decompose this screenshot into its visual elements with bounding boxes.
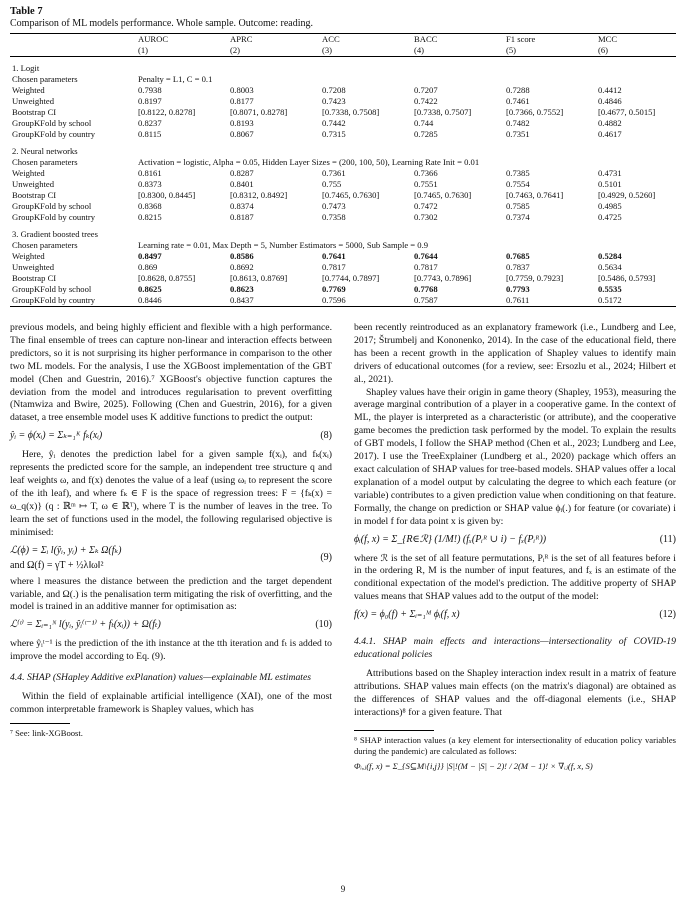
table-row [10,262,676,273]
table-cell: 0.7374 [506,212,530,222]
table-row [10,118,676,129]
table-cell: 0.7442 [322,118,346,128]
table-cell: 0.8586 [230,251,254,261]
table-cell: 0.7585 [506,201,530,211]
table-params-row [10,74,676,85]
table-cell: 0.8373 [138,179,162,189]
table-cell: 0.8401 [230,179,254,189]
equation-9: ℒ(ϕ) = Σᵢ l(ŷᵢ, yᵢ) + Σₖ Ω(fₖ) and Ω(f) = γT + ½λ‖ω‖² (9) [10,544,332,571]
row-label: Weighted [12,251,45,261]
row-label: GroupKFold by school [12,201,92,211]
table-cell: [0.7463, 0.7641] [506,190,564,200]
table-cell: 0.7351 [506,129,530,139]
table-cell: 0.8692 [230,262,254,272]
table-params-row [10,157,676,168]
table-cell: 0.7361 [322,168,346,178]
table-caption: Comparison of ML models performance. Whole sample. Outcome: reading. [10,18,313,29]
table-cell: 0.8237 [138,118,162,128]
table-cell: 0.4882 [598,118,622,128]
table-cell: 0.8187 [230,212,254,222]
table-cell: 0.8115 [138,129,162,139]
column-number: (5) [504,45,596,57]
table-row [10,168,676,179]
table-cell: [0.7366, 0.7552] [506,107,564,117]
table-cell: 0.7685 [506,251,530,261]
table-cell: [0.7743, 0.7896] [414,273,472,283]
table-cell: 0.7768 [414,284,438,294]
table-row [10,129,676,140]
table-cell: 0.8374 [230,201,254,211]
table-cell: 0.7473 [322,201,346,211]
section-heading-4-4: 4.4. SHAP (SHapley Additive exPlanation) values—explainable ML estimates [10,672,312,684]
section-heading-4-4-1: 4.4.1. SHAP main effects and interactions—intersectionality of COVID-19 educational policies [354,636,676,661]
table-cell: 0.7366 [414,168,438,178]
row-label: Bootstrap CI [12,107,57,117]
row-label: Chosen parameters [12,157,78,167]
row-label: Unweighted [12,262,55,272]
table-cell: [0.7465, 0.7630] [414,190,472,200]
table-cell: 0.7208 [322,85,346,95]
table-cell: 0.7817 [322,262,346,272]
table-cell: [0.7465, 0.7630] [322,190,380,200]
table-row [10,284,676,295]
table-cell: 0.7587 [412,295,504,307]
page-number: 9 [340,884,346,894]
right-column [354,322,676,772]
table-cell: 0.7422 [414,96,438,106]
equation-10: ℒ⁽ᵗ⁾ = Σᵢ₌₁ᴺ l(yᵢ, ŷᵢ⁽ᵗ⁻¹⁾ + fₜ(xᵢ)) + Ω(fₜ) (10) [10,619,332,631]
column-header: MCC [596,34,676,46]
table-cell: 0.7285 [414,129,438,139]
results-table [10,33,676,307]
table-cell: [0.4677, 0.5015] [598,107,656,117]
table-cell: 0.8623 [230,284,254,294]
table-row [10,212,676,223]
table-cell: [0.8122, 0.8278] [138,107,196,117]
table-cell: 0.7611 [504,295,596,307]
row-label: Unweighted [12,96,55,106]
column-number: (1) [136,45,228,57]
paragraph: been recently reintroduced as an explanatory framework (i.e., Lundberg and Lee, 2017; Štrumbelj and Kononenko, 2014). In the case of the educational field, there has been a recent growth in the application of Shapley values to identify main drivers of educational outcomes (for a review, see: Ersozlu et al., 2024; Hilbert et al., 2021). [354,322,676,385]
row-label: Bootstrap CI [12,190,57,200]
equation-11: ϕᵢ(f, x) = Σ_{R∈ℛ} (1/M!) (fₓ(Pᵢᴿ ∪ i) − fₓ(Pᵢᴿ)) (11) [354,533,676,545]
table-cell: [0.8312, 0.8492] [230,190,288,200]
column-header: AUROC [136,34,228,46]
table-cell: [0.7744, 0.7897] [322,273,380,283]
table-cell: 0.8497 [138,251,162,261]
row-label: GroupKFold by country [10,295,136,307]
footnote-8-equation: Φᵢ,ⱼ(f, x) = Σ_{S⊆M\{i,j}} |S|!(M − |S| − 2)! / 2(M − 1)! × ∇ᵢⱼ(f, x, S) [354,760,593,771]
table-row [10,273,676,284]
table-cell: [0.8613, 0.8769] [230,273,288,283]
table-cell: [0.8300, 0.8445] [138,190,196,200]
table-row [10,85,676,96]
table-cell: 0.8625 [138,284,162,294]
table-row [10,96,676,107]
row-label: Chosen parameters [12,240,78,250]
table-header-row [10,34,676,46]
table-cell: 0.5101 [598,179,622,189]
table-cell: [0.8071, 0.8278] [230,107,288,117]
section-title: 2. Neural networks [12,146,78,156]
section-title: 3. Gradient boosted trees [12,229,98,239]
table-cell: 0.7482 [506,118,530,128]
column-header [10,34,136,46]
table-cell: 0.7461 [506,96,530,106]
table-cell: 0.8067 [230,129,254,139]
paragraph: Attributions based on the Shapley interaction index result in a matrix of feature attributions. SHAP values main effects (on the matrix's diagonal) are obtained as the differences of SHAP values and the off-diagonal elements (i.e., SHAP interactions)⁸ for a given feature. That [354,667,676,718]
footnote-divider [10,723,70,724]
table-7 [10,6,676,307]
table-cell: 0.7644 [414,251,438,261]
paragraph: where ŷᵢᵗ⁻¹ is the prediction of the ith instance at the tth iteration and fₜ is added to improve the model according to Eq. (9). [10,638,332,663]
column-header: BACC [412,34,504,46]
table-cell: [0.8628, 0.8755] [138,273,196,283]
row-label: GroupKFold by country [12,129,96,139]
table-cell: 0.7385 [506,168,530,178]
column-header: APRC [228,34,320,46]
table-cell: 0.8197 [138,96,162,106]
row-label: Chosen parameters [12,74,78,84]
row-label: Unweighted [12,179,55,189]
row-label: Weighted [12,85,45,95]
table-cell: [0.5486, 0.5793] [598,273,656,283]
table-cell: 0.8177 [230,96,254,106]
paragraph: where l measures the distance between the prediction and the target dependent variable, and Ω(.) is the penalisation term mitigating the risk of overfitting, and the model is trained in an additive manner for optimisation as: [10,575,332,613]
table-cell: 0.8003 [230,85,254,95]
paragraph: previous models, and being highly efficient and flexible with a high performance. The final ensemble of trees can capture non-linear and interaction effects between predictors, so it is not surprising its higher performance in comparison to the other two ML models. For the analysis, I use the XGBoost implementation of the GBT model (Chen and Guestrin, 2016).⁷ XGBoost's objective function captures the deviation from the model and introduces regularisation to prevent overfitting (Ntamwiza and Bwire, 2025). Following (Chen and Guestrin, 2016), for a given dataset, a tree ensemble model uses K additive functions to predict the output: [10,322,332,424]
table-cell: 0.7423 [322,96,346,106]
column-number: (3) [320,45,412,57]
table-cell: 0.5634 [598,262,622,272]
table-cell: 0.5284 [598,251,622,261]
table-cell: 0.7302 [414,212,438,222]
table-cell: 0.7207 [414,85,438,95]
table-section-row [10,223,676,240]
table-cell: 0.4412 [598,85,622,95]
table-cell: 0.8287 [230,168,254,178]
table-cell: 0.5172 [596,295,676,307]
params-cell: Learning rate = 0.01, Max Depth = 5, Number Estimators = 5000, Sub Sample = 0.9 [138,240,429,250]
table-column-number-row [10,45,676,57]
table-cell: 0.7315 [322,129,346,139]
table-cell: 0.8446 [136,295,228,307]
table-cell: 0.7288 [506,85,530,95]
row-label: Bootstrap CI [12,273,57,283]
footnote-divider [354,730,434,731]
table-row [10,107,676,118]
table-cell: 0.8368 [138,201,162,211]
table-cell: 0.8215 [138,212,162,222]
equation-12: f(x) = ϕ₀(f) + Σᵢ₌₁ᴹ ϕᵢ(f, x) (12) [354,609,676,621]
table-cell: 0.8161 [138,168,162,178]
table-cell: 0.4725 [598,212,622,222]
column-header: F1 score [504,34,596,46]
row-label: GroupKFold by school [12,118,92,128]
table-row [10,179,676,190]
table-row [10,295,676,307]
table-cell: 0.7596 [320,295,412,307]
table-title: Table 7 [10,6,43,17]
column-number: (4) [412,45,504,57]
equation-8: ŷᵢ = ϕ(xᵢ) = Σₖ₌₁ᴷ fₖ(xᵢ) (8) [10,430,332,442]
paragraph: Shapley values have their origin in game theory (Shapley, 1953), measuring the average marginal contribution of a player in a cooperative game. In the context of ML, the player is interpreted as a characteristic (or attribute), and the cooperative game becomes the prediction task performed by the model. To explain the results of GBT models, I follow the SHAP method (Chen et al., 2023; Lundberg and Lee, 2017). I use the TreeExplainer (Lundberg et al., 2020) package which offers an exact calculation of SHAP values for tree-based models. SHAP values offer a local explanation of a model output by calculating the degree to which each feature (or variable) contributes to a given prediction value when conditioning on that feature. Formally, the change on prediction or SHAP value ϕᵢ(.) for feature (or covariate) i in model f for data point x is given by: [354,386,676,527]
table-cell: 0.7837 [506,262,530,272]
table-row [10,190,676,201]
table-cell: 0.7817 [414,262,438,272]
table-cell: 0.755 [322,179,342,189]
table-row [10,201,676,212]
column-number: (6) [596,45,676,57]
row-label: GroupKFold by country [12,212,96,222]
table-cell: 0.5535 [598,284,622,294]
table-cell: [0.7338, 0.7508] [322,107,380,117]
table-cell: [0.4929, 0.5260] [598,190,656,200]
paragraph: where ℛ is the set of all feature permutations, Pᵢᴿ is the set of all features before i in the ordering R, M is the number of input features, and fₓ is an estimate of the conditional expectation of the model's prediction. The additive property of SHAP values means that SHAP values add to the output of the model: [354,552,676,603]
column-number [10,45,136,57]
table-cell: 0.7769 [322,284,346,294]
params-cell: Activation = logistic, Alpha = 0.05, Hidden Layer Sizes = (200, 100, 50), Learning Rate Init = 0.01 [138,157,480,167]
column-header: ACC [320,34,412,46]
table-cell: 0.7551 [414,179,438,189]
table-cell: 0.7641 [322,251,346,261]
table-cell: 0.4846 [598,96,622,106]
column-number: (2) [228,45,320,57]
table-cell: 0.7358 [322,212,346,222]
row-label: GroupKFold by school [12,284,92,294]
table-section-row [10,57,676,75]
table-cell: [0.7338, 0.7507] [414,107,472,117]
table-cell: 0.7793 [506,284,530,294]
table-cell: [0.7759, 0.7923] [506,273,564,283]
table-params-row [10,240,676,251]
table-cell: 0.7472 [414,201,438,211]
footnote-7: ⁷ See: link-XGBoost. [10,727,83,738]
row-label: Weighted [12,168,45,178]
table-cell: 0.7938 [138,85,162,95]
table-cell: 0.869 [138,262,158,272]
table-row [10,251,676,262]
table-cell: 0.744 [414,118,434,128]
table-cell: 0.8437 [228,295,320,307]
table-cell: 0.8193 [230,118,254,128]
paragraph: Here, ŷᵢ denotes the prediction label for a given sample f(xᵢ), and fₖ(xᵢ) represents the predicted score for the sample, an independent tree structure q and leaf weights ω, and f(x) denotes the value of a leaf (using ωᵢ to represent the score of the ith leaf), and where fₖ ∈ F is the space of regression trees: F = {fₖ(x) = ω_q(x)} (q : ℝᵐ ↦ T, ω ∈ ℝᵀ), where T is the number of leaves in the tree. To learn the set of functions used in the model, the following regularised objective is minimised: [10,449,332,538]
footnote-8: ⁸ SHAP interaction values (a key element for intersectionality of education policy variables during the pandemic) are calculated as follows: [354,734,676,756]
table-cell: 0.7554 [506,179,530,189]
section-title: 1. Logit [12,63,40,73]
table-section-row [10,140,676,157]
table-cell: 0.4731 [598,168,622,178]
table-cell: 0.4985 [598,201,622,211]
params-cell: Penalty = L1, C = 0.1 [138,74,213,84]
left-column [10,322,332,739]
paragraph: Within the field of explainable artificial intelligence (XAI), one of the most common interpretable framework is Shapley values, which has [10,691,332,715]
table-cell: 0.4617 [598,129,622,139]
